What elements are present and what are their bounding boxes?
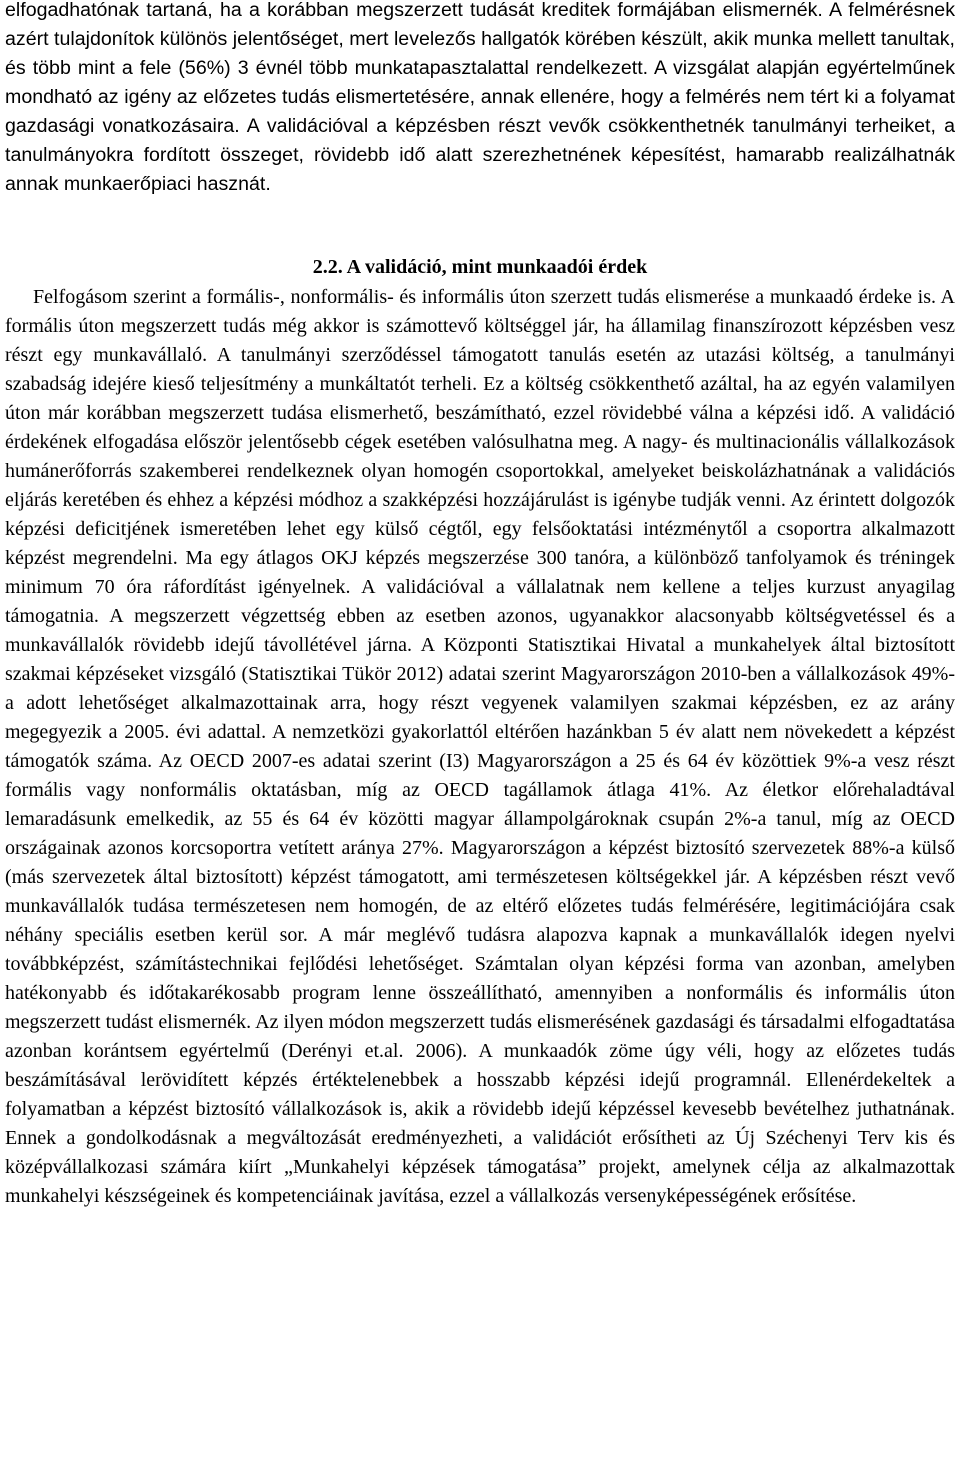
sentence: Felfogásom szerint a formális-, nonformális- és informális úton szerzett tudás elismerése a munkaadó érdeke is. xyxy=(33,286,937,308)
sentence: Az életkor előrehaladtával lemaradásunk emelkedik, az 55 és 64 év közötti magyar állampolgároknak csupán 2%-a tanul, míg az OECD országainak azonos korcsoportra vetített aránya 27%. xyxy=(5,779,955,859)
sentence: A megszerzett végzettség ebben az esetben azonos, ugyanakkor alacsonyabb költségvetéssel és a munkavállalók rövidebb idejű távollétével járna. xyxy=(5,605,955,656)
sentence: Számtalan olyan képzési forma van azonban, amelyben hatékonyabb és időtakarékosabb program lenne összeállítható, amennyiben a nonformális és informális úton megszerzett tudást elismernék. xyxy=(5,953,955,1033)
sentence: A Központi Statisztikai Hivatal a munkahelyek által biztosított szakmai képzéseket vizsgáló (Statisztikai Tükör 2012) adatai szerint Magyarországon 2010-ben a vállalkozások 49%-a adott lehetőséget alkalmazottainak arra, hogy részt vegyenek valamilyen szakmai képzésben, ez az arány megegyezik a 2005. évi adattal. xyxy=(5,634,955,743)
sentence: Az érintett dolgozók képzési deficitjének ismeretében lehet egy külső cégtől, egy felsőoktatási intézménytől a csoportra alkalmazott képzést megrendelni. xyxy=(5,489,955,569)
sentence: A munkaadók zöme úgy véli, hogy az előzetes tudás beszámításával lerövidített képzés értéktelenebbek a hosszabb képzési idejű programnál. xyxy=(5,1040,955,1091)
paragraph-intro xyxy=(5,0,955,199)
paragraph-body xyxy=(5,283,955,1211)
sentence: Ellenérdekeltek a folyamatban a képzést biztosító vállalkozások is, akik a rövidebb idejű képzéssel kevesebb bevételhez juthatnának. xyxy=(5,1069,955,1120)
sentence: A képzésben részt vevő munkavállalók tudása természetesen nem homogén, de az eltérő előzetes tudás felmérésére, legitimációjára csak néhány speciális esetben kerül sor. xyxy=(5,866,956,946)
sentence: A nemzetközi gyakorlattól eltérően hazánkban 5 év alatt nem növekedett a képzést támogatók száma. xyxy=(5,721,956,772)
sentence: A tanulmányi szerződéssel támogatott tanulás esetén az utazási költség, a tanulmányi szabadság idejére kieső teljesítmény a munkáltatót terheli. xyxy=(5,344,955,395)
sentence: A formális úton megszerzett tudás még akkor is számottevő költséggel jár, ha államilag finanszírozott képzésben vesz részt egy munkavállaló. xyxy=(5,286,956,366)
sentence: A validáció érdekének elfogadása először jelentősebb cégek esetében valósulhatna meg. xyxy=(5,402,955,453)
sentence: Az OECD 2007-es adatai szerint (I3) Magyarországon a 25 és 64 év közöttiek 9%-a vesz részt formális vagy nonformális oktatásban, míg az OECD tagállamok átlaga 41%. xyxy=(5,750,955,801)
sentence: A már meglévő tudásra alapozva kapnak a munkavállalók idegen nyelvi továbbképzést, számítástechnikai fejlődési lehetőséget. xyxy=(5,924,955,975)
sentence: A validációval a képzésben részt vevők csökkenthetnék tanulmányi terheiket, a tanulmányokra fordított összeget, rövidebb idő alatt szerezhetnének képesítést, hamarabb realizálhatnák annak munkaerőpiaci hasznát. xyxy=(5,115,955,195)
sentence: Az ilyen módon megszerzett tudás elismerésének gazdasági és társadalmi elfogadtatása azonban korántsem egyértelmű (Derényi et.al. 2006). xyxy=(5,1011,955,1062)
sentence: A validációval a vállalatnak nem kellene a teljes kurzust anyagilag támogatnia. xyxy=(5,576,955,627)
sentence: Ez a költség csökkenthető azáltal, ha az egyén valamilyen úton már korábban megszerzett tudása elismerhető, beszámítható, ezzel rövidebbé válna a képzési idő. xyxy=(5,373,955,424)
sentence: Ennek a gondolkodásnak a megváltozását eredményezheti, a validációt erősítheti az Új Széchenyi Terv kis és középvállalkozasi számára kiírt „Munkahelyi képzések támogatása” projekt, amelynek célja az alkalmazottak munkahelyi készségeinek és kompetenciáinak javítása, ezzel a vállalkozás versenyképességének erősítése. xyxy=(5,1127,955,1207)
sentence: elfogadhatónak tartaná, ha a korábban megszerzett tudását kreditek formájában elismernék. A felmérésnek azért tulajdonítok különös jelentőséget, mert levelezős hallgatók körében készült, akik munka mellett tanultak, és több mint a fele (56%) 3 évnél több munkatapasztalattal rendelkezett. A vizsgálat alapján egyértelműnek mondható az igény az előzetes tudás elismertetésére, annak ellenére, hogy a felmérés nem tért ki a folyamat gazdasági vonatkozásaira. xyxy=(5,0,955,137)
sentence: Magyarországon a képzést biztosító szervezetek 88%-a külső (más szervezetek által biztosított) képzést támogatott, ami természetesen költségekkel jár. xyxy=(5,837,955,888)
section-heading: 2.2. A validáció, mint munkaadói érdek xyxy=(312,256,648,278)
sentence: A nagy- és multinacionális vállalkozások humánerőforrás szakemberei rendelkeznek olyan homogén csoportokkal, amelyeket beiskolázhatnának a validációs eljárás keretében és ehhez a képzési módhoz a szakképzési hozzájárulást is igénybe tudják venni. xyxy=(5,431,955,511)
sentence: Ma egy átlagos OKJ képzés megszerzése 300 tanóra, a különböző tanfolyamok és tréningek minimum 70 óra ráfordítást igényelnek. xyxy=(5,547,955,598)
